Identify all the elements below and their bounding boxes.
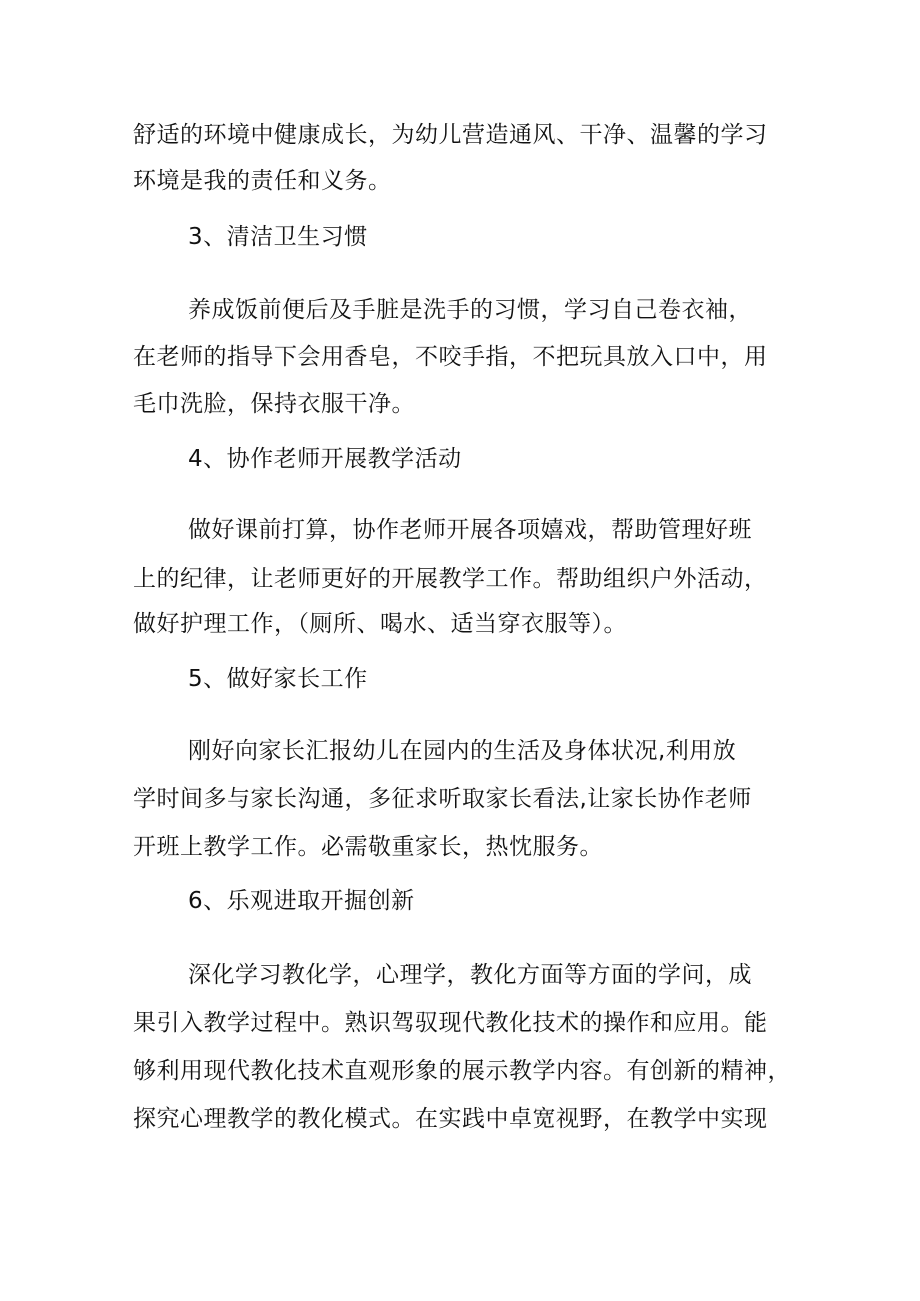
para-6-line-2: 果引入教学过程中。熟识驾驭现代教化技术的操作和应用。能 bbox=[133, 1010, 768, 1036]
heading-6: 6、乐观进取开掘创新 bbox=[188, 888, 415, 914]
para-6-line-1: 深化学习教化学，心理学，教化方面等方面的学问，成 bbox=[188, 962, 752, 988]
para-5-line-3: 开班上教学工作。必需敬重家长，热忱服务。 bbox=[133, 834, 603, 860]
heading-4: 4、协作老师开展教学活动 bbox=[188, 446, 462, 472]
para-4-line-2: 上的纪律，让老师更好的开展教学工作。帮助组织户外活动， bbox=[133, 566, 768, 592]
para-3-line-3: 毛巾洗脸，保持衣服干净。 bbox=[133, 391, 415, 417]
para-3-line-1: 养成饭前便后及手脏是洗手的习惯，学习自己卷衣袖， bbox=[188, 297, 752, 323]
para-intro-line-2: 环境是我的责任和义务。 bbox=[133, 168, 392, 194]
heading-3: 3、清洁卫生习惯 bbox=[188, 224, 368, 250]
para-6-line-3: 够利用现代教化技术直观形象的展示教学内容。有创新的精神， bbox=[133, 1058, 791, 1084]
para-4-line-1: 做好课前打算，协作老师开展各项嬉戏，帮助管理好班 bbox=[188, 517, 752, 543]
para-5-line-1: 刚好向家长汇报幼儿在园内的生活及身体状况,利用放 bbox=[188, 738, 737, 764]
para-3-line-2: 在老师的指导下会用香皂，不咬手指，不把玩具放入口中，用 bbox=[133, 344, 768, 370]
heading-5: 5、做好家长工作 bbox=[188, 666, 368, 692]
para-intro-line-1: 舒适的环境中健康成长，为幼儿营造通风、干净、温馨的学习 bbox=[133, 122, 768, 148]
para-6-line-4: 探究心理教学的教化模式。在实践中卓宽视野，在教学中实现 bbox=[133, 1106, 768, 1132]
para-5-line-2: 学时间多与家长沟通，多征求听取家长看法,让家长协作老师 bbox=[133, 786, 752, 812]
para-4-line-3: 做好护理工作，（厕所、喝水、适当穿衣服等）。 bbox=[133, 611, 627, 637]
